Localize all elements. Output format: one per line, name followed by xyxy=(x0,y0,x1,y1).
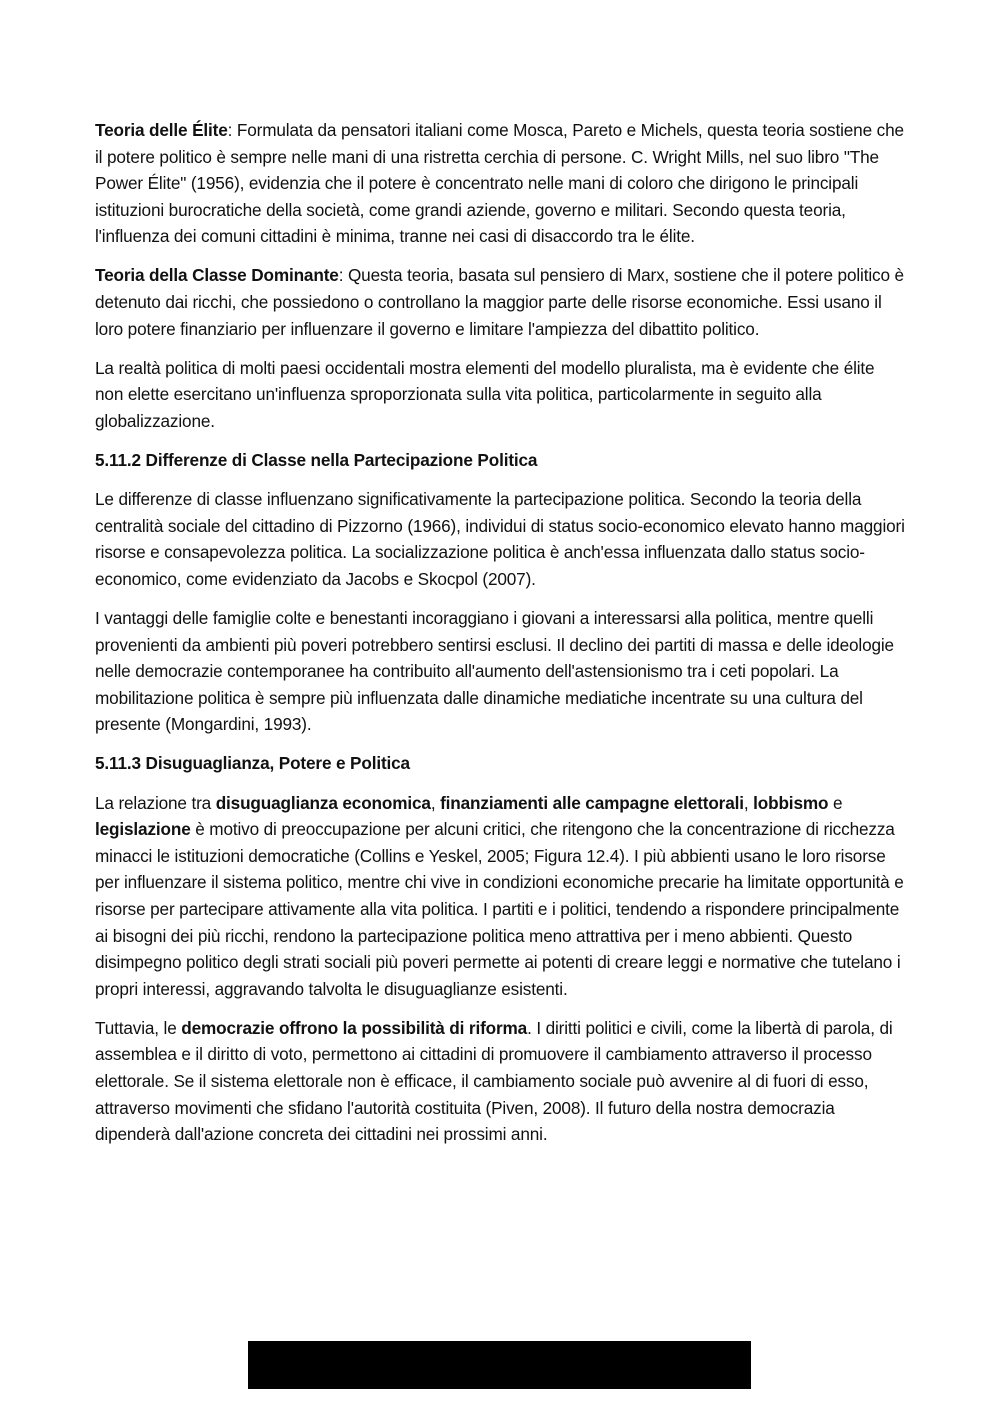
text-reform-rest: . I diritti politici e civili, come la libertà di parola, di assemblea e il diritto di voto, permettono ai cittadini di promuovere il cambiamento attraverso il processo elettorale. Se il sistema elettorale non è efficace, il cambiamento sociale può avvenire al di fuori di esso, attraverso movimenti che sfidano l'autorità costituita (Piven, 2008). Il futuro della nostra democrazia dipenderà dall'azione concreta dei cittadini nei prossimi anni. xyxy=(95,1017,893,1145)
text-inequality-rest: è motivo di preoccupazione per alcuni critici, che ritengono che la concentrazione di ricchezza minacci le istituzioni democratiche (Collins e Yeskel, 2005; Figura 12.4). I più abbienti usano le loro risorse per influenzare il sistema politico, mentre chi vive in condizioni economiche precarie ha limitate opportunità e risorse per partecipare attivamente alla vita politica. I partiti e i politici, tendendo a rispondere principalmente ai bisogni dei più ricchi, rendono la partecipazione politica meno attrattiva per i meno abbienti. Questo disimpegno politico degli strati sociali più poveri permette ai potenti di creare leggi e normative che tutelano i propri interessi, aggravando talvolta le disuguaglianze esistenti. xyxy=(95,819,904,999)
text-elite-theory: : Formulata da pensatori italiani come Mosca, Pareto e Michels, questa teoria sostiene che il potere politico è sempre nelle mani di una ristretta cerchia di persone. C. Wright Mills, nel suo libro "The Power Élite" (1956), evidenzia che il potere è concentrato nelle mani di coloro che dirigono le principali istituzioni burocratiche della società, come grandi aziende, governo e militari. Secondo questa teoria, l'influenza dei comuni cittadini è minima, tranne nei casi di disaccordo tra le élite. xyxy=(95,120,904,247)
text-separator-1: , xyxy=(430,792,441,813)
term-campaign-financing: finanziamenti alle campagne elettorali xyxy=(440,792,744,813)
term-dominant-class-theory: Teoria della Classe Dominante xyxy=(95,265,339,286)
paragraph-dominant-class-theory xyxy=(95,262,905,342)
paragraph-class-differences-1: Le differenze di classe influenzano significativamente la partecipazione politica. Secondo la teoria della centralità sociale del cittadino di Pizzorno (1966), individui di status socio-economico elevato hanno maggiori risorse e consapevolezza politica. La socializzazione politica è anch'essa influenzata dallo status socio-economico, come evidenziato da Jacobs e Skocpol (2007). xyxy=(95,489,905,589)
term-democracy-reform: democrazie offrono la possibilità di riforma xyxy=(181,1017,528,1038)
document-page xyxy=(95,117,905,1160)
paragraph-class-differences-2: I vantaggi delle famiglie colte e benestanti incoraggiano i giovani a interessarsi alla politica, mentre quelli provenienti da ambienti più poveri potrebbero sentirsi esclusi. Il declino dei partiti di massa e delle ideologie nelle democrazie contemporanee ha contribuito all'aumento dell'astensionismo tra i ceti popolari. La mobilitazione politica è sempre più influenzata dalle dinamiche mediatiche incentrate su una cultura del presente (Mongardini, 1993). xyxy=(95,608,894,735)
term-economic-inequality: disuguaglianza economica xyxy=(215,792,431,813)
text-separator-2: , xyxy=(743,792,754,813)
paragraph-inequality-1 xyxy=(95,790,905,1003)
paragraph-political-reality: La realtà politica di molti paesi occidentali mostra elementi del modello pluralista, ma è evidente che élite non elette esercitano un'influenza sproporzionata sulla vita politica, particolarmente in seguito alla globalizzazione. xyxy=(95,357,875,431)
footer-black-bar xyxy=(248,1341,751,1389)
text-separator-3: e xyxy=(828,792,843,813)
heading-inequality-power-politics: 5.11.3 Disuguaglianza, Potere e Politica xyxy=(95,753,410,774)
text-reform-intro: Tuttavia, le xyxy=(95,1017,182,1038)
paragraph-elite-theory xyxy=(95,117,905,250)
term-legislation: legislazione xyxy=(95,819,191,840)
text-inequality-intro: La relazione tra xyxy=(95,792,216,813)
paragraph-inequality-2 xyxy=(95,1015,905,1148)
term-lobbying: lobbismo xyxy=(753,792,829,813)
text-dominant-class-theory: : Questa teoria, basata sul pensiero di Marx, sostiene che il potere politico è detenuto dai ricchi, che possiedono o controllano la maggior parte delle risorse economiche. Essi usano il loro potere finanziario per influenzare il governo e limitare l'ampiezza del dibattito politico. xyxy=(95,265,904,339)
heading-class-differences: 5.11.2 Differenze di Classe nella Partecipazione Politica xyxy=(95,450,538,471)
term-elite-theory: Teoria delle Élite xyxy=(95,120,228,140)
